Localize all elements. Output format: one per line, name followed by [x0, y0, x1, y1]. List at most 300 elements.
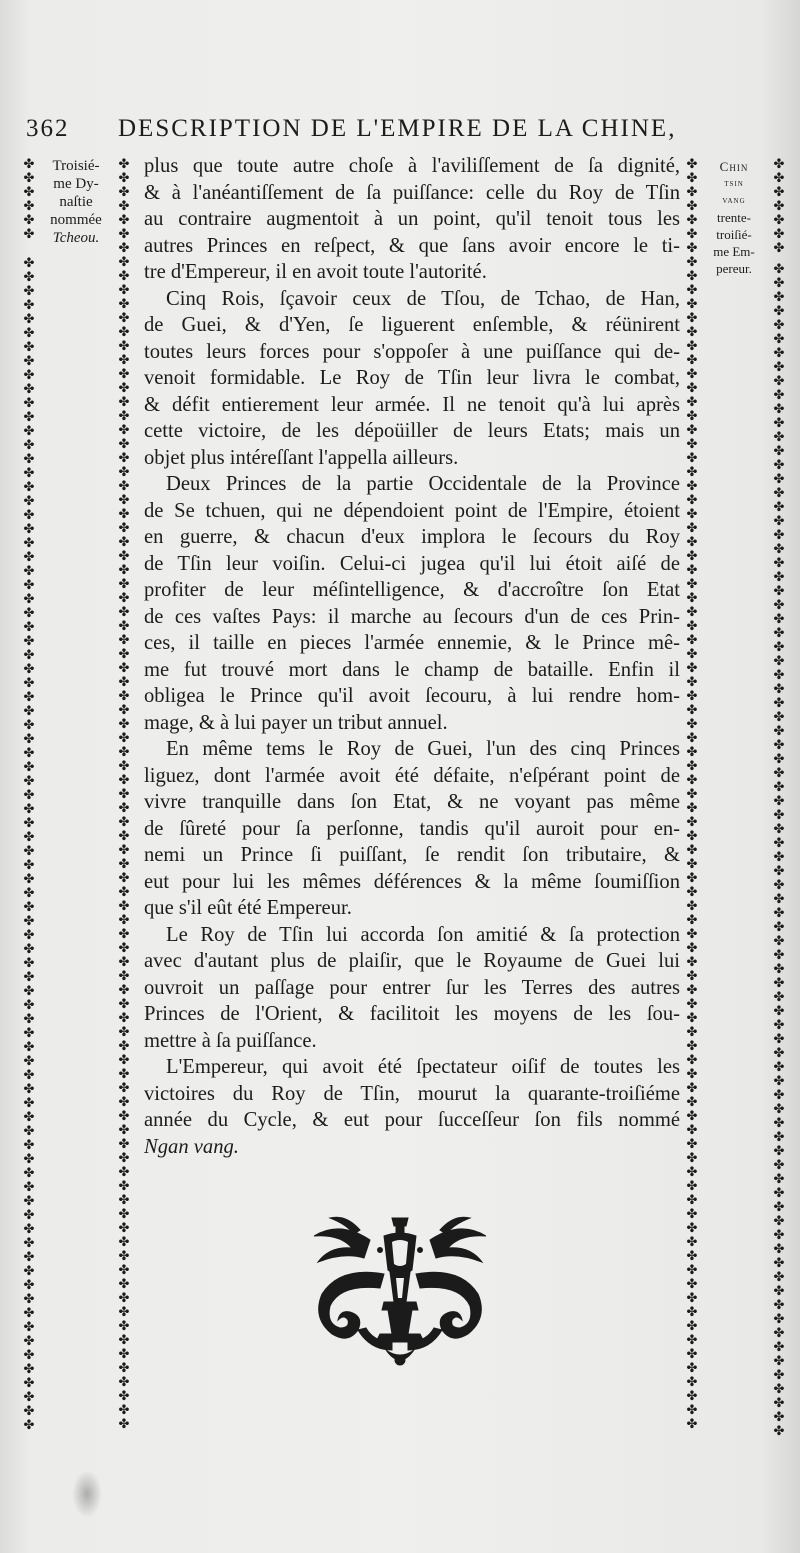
- text-line: venoit formidable. Le Roy de Tſin leur livra le combat,: [144, 367, 680, 389]
- fleuron-ornament: ✤: [686, 982, 698, 997]
- fleuron-ornament: ✤: [23, 633, 35, 648]
- fleuron-ornament: ✤: [773, 765, 785, 780]
- fleuron-ornament: ✤: [773, 240, 785, 255]
- fleuron-ornament: ✤: [686, 744, 698, 759]
- fleuron-ornament: ✤: [118, 926, 130, 941]
- fleuron-ornament: ✤: [773, 695, 785, 710]
- fleuron-ornament: ✤: [118, 1388, 130, 1403]
- fleuron-ornament: ✤: [686, 968, 698, 983]
- fleuron-ornament: ✤: [118, 366, 130, 381]
- fleuron-ornament: ✤: [23, 661, 35, 676]
- fleuron-ornament: ✤: [773, 905, 785, 920]
- margin-note-line: Troisié-: [52, 158, 100, 174]
- fleuron-ornament: ✤: [686, 352, 698, 367]
- fleuron-ornament: ✤: [686, 226, 698, 241]
- page-header: [26, 115, 796, 155]
- fleuron-ornament: ✤: [23, 451, 35, 466]
- fleuron-ornament: ✤: [686, 1122, 698, 1137]
- fleuron-ornament: ✤: [118, 702, 130, 717]
- fleuron-ornament: ✤: [773, 961, 785, 976]
- fleuron-ornament: ✤: [23, 1067, 35, 1082]
- fleuron-ornament: ✤: [773, 212, 785, 227]
- fleuron-ornament: ✤: [686, 632, 698, 647]
- fleuron-ornament: ✤: [118, 1052, 130, 1067]
- fleuron-ornament: ✤: [773, 1199, 785, 1214]
- fleuron-ornament: ✤: [773, 443, 785, 458]
- fleuron-ornament: ✤: [118, 590, 130, 605]
- fleuron-ornament: ✤: [118, 968, 130, 983]
- fleuron-ornament: ✤: [23, 283, 35, 298]
- fleuron-ornament: ✤: [23, 1403, 35, 1418]
- fleuron-ornament: ✤: [23, 773, 35, 788]
- fleuron-ornament: ✤: [23, 871, 35, 886]
- text-line: tre d'Empereur, il en avoit toute l'autorité.: [144, 261, 487, 283]
- fleuron-ornament: ✤: [23, 1039, 35, 1054]
- fleuron-ornament: ✤: [23, 1221, 35, 1236]
- fleuron-ornament: ✤: [118, 338, 130, 353]
- fleuron-ornament: ✤: [773, 1381, 785, 1396]
- text-line: autres Princes en reſpect, & que ſans avoir encore le ti-: [144, 234, 680, 257]
- fleuron-ornament: ✤: [23, 899, 35, 914]
- fleuron-ornament: ✤: [773, 198, 785, 213]
- fleuron-ornament: ✤: [773, 1143, 785, 1158]
- text-line: de Tſin leur voiſin. Celui-ci jugea qu'il lui étoit aiſé de: [144, 552, 680, 575]
- fleuron-ornament: ✤: [773, 821, 785, 836]
- fleuron-ornament: ✤: [773, 359, 785, 374]
- fleuron-ornament: ✤: [118, 548, 130, 563]
- fleuron-ornament: ✤: [686, 604, 698, 619]
- fleuron-ornament: ✤: [23, 1179, 35, 1194]
- text-line: de ces vaſtes Pays: il marche au ſecours d'un de ces Prin-: [144, 605, 680, 628]
- fleuron-ornament: ✤: [773, 1115, 785, 1130]
- fleuron-ornament: ✤: [773, 1241, 785, 1256]
- fleuron-ornament: ✤: [118, 1164, 130, 1179]
- fleuron-ornament: ✤: [773, 849, 785, 864]
- fleuron-border-left-top: [22, 157, 36, 253]
- fleuron-ornament: ✤: [686, 688, 698, 703]
- fleuron-ornament: ✤: [23, 717, 35, 732]
- fleuron-ornament: ✤: [686, 310, 698, 325]
- text-line: me fut trouvé mort dans le champ de bataille. Enfin il: [144, 658, 680, 681]
- fleuron-ornament: ✤: [118, 660, 130, 675]
- fleuron-ornament: ✤: [23, 1333, 35, 1348]
- fleuron-ornament: ✤: [773, 1325, 785, 1340]
- fleuron-ornament: ✤: [773, 1031, 785, 1046]
- fleuron-ornament: ✤: [773, 625, 785, 640]
- fleuron-ornament: ✤: [686, 212, 698, 227]
- fleuron-ornament: ✤: [118, 828, 130, 843]
- fleuron-ornament: ✤: [686, 1346, 698, 1361]
- fleuron-ornament: ✤: [118, 1346, 130, 1361]
- fleuron-ornament: ✤: [118, 1416, 130, 1431]
- fleuron-ornament: ✤: [686, 898, 698, 913]
- fleuron-ornament: ✤: [773, 863, 785, 878]
- margin-note-line: Tcheou.: [52, 230, 100, 246]
- fleuron-ornament: ✤: [118, 170, 130, 185]
- fleuron-ornament: ✤: [686, 1332, 698, 1347]
- fleuron-ornament: ✤: [686, 394, 698, 409]
- margin-note-line: naſtie: [59, 194, 93, 210]
- fleuron-ornament: ✤: [773, 1003, 785, 1018]
- fleuron-ornament: ✤: [686, 926, 698, 941]
- fleuron-ornament: ✤: [773, 1255, 785, 1270]
- fleuron-ornament: ✤: [773, 989, 785, 1004]
- fleuron-ornament: ✤: [118, 1276, 130, 1291]
- fleuron-ornament: ✤: [23, 1123, 35, 1138]
- fleuron-ornament: ✤: [773, 331, 785, 346]
- text-line: ouvroit un paſſage pour entrer ſur les Terres des autres: [144, 976, 680, 999]
- fleuron-ornament: ✤: [773, 583, 785, 598]
- fleuron-ornament: ✤: [773, 1311, 785, 1326]
- fleuron-ornament: ✤: [686, 1220, 698, 1235]
- fleuron-ornament: ✤: [23, 885, 35, 900]
- fleuron-ornament: ✤: [686, 842, 698, 857]
- fleuron-ornament: ✤: [686, 548, 698, 563]
- fleuron-ornament: ✤: [23, 256, 35, 270]
- fleuron-ornament: ✤: [686, 884, 698, 899]
- fleuron-ornament: ✤: [23, 1347, 35, 1362]
- fleuron-ornament: ✤: [686, 1108, 698, 1123]
- fleuron-ornament: ✤: [773, 597, 785, 612]
- margin-note-line: troiſié-: [716, 227, 752, 242]
- fleuron-ornament: ✤: [118, 1066, 130, 1081]
- text-line: Ngan vang.: [144, 1135, 239, 1158]
- fleuron-ornament: ✤: [686, 338, 698, 353]
- fleuron-ornament: ✤: [23, 1165, 35, 1180]
- fleuron-ornament: ✤: [773, 891, 785, 906]
- fleuron-ornament: ✤: [773, 373, 785, 388]
- fleuron-ornament: ✤: [773, 667, 785, 682]
- fleuron-ornament: ✤: [118, 772, 130, 787]
- fleuron-ornament: ✤: [118, 744, 130, 759]
- fleuron-ornament: ✤: [686, 157, 698, 171]
- fleuron-ornament: ✤: [686, 492, 698, 507]
- ink-smudge: [72, 1470, 102, 1518]
- fleuron-ornament: ✤: [686, 1402, 698, 1417]
- fleuron-ornament: ✤: [23, 1053, 35, 1068]
- text-line: objet plus intéreſſant l'appella ailleurs.: [144, 446, 459, 469]
- fleuron-ornament: ✤: [23, 184, 35, 199]
- text-line: & à l'anéantiſſement de ſa puiſſance: celle du Roy de Tſin: [144, 181, 680, 204]
- fleuron-ornament: ✤: [23, 1109, 35, 1124]
- fleuron-ornament: ✤: [23, 1417, 35, 1432]
- fleuron-ornament: ✤: [773, 751, 785, 766]
- fleuron-ornament: ✤: [118, 716, 130, 731]
- fleuron-ornament: ✤: [23, 395, 35, 410]
- fleuron-ornament: ✤: [118, 464, 130, 479]
- fleuron-ornament: ✤: [686, 506, 698, 521]
- fleuron-ornament: ✤: [23, 1137, 35, 1152]
- fleuron-ornament: ✤: [773, 262, 785, 276]
- fleuron-ornament: ✤: [773, 1073, 785, 1088]
- fleuron-ornament: ✤: [118, 758, 130, 773]
- fleuron-ornament: ✤: [773, 933, 785, 948]
- fleuron-ornament: ✤: [118, 576, 130, 591]
- text-line: toutes leurs forces pour s'oppoſer à une puiſſance qui de-: [144, 340, 680, 363]
- fleuron-ornament: ✤: [773, 779, 785, 794]
- fleuron-ornament: ✤: [773, 289, 785, 304]
- fleuron-ornament: ✤: [773, 653, 785, 668]
- fleuron-ornament: ✤: [686, 870, 698, 885]
- fleuron-ornament: ✤: [118, 184, 130, 199]
- text-line: victoires du Roy de Tſin, mourut la quarante-troiſiéme: [144, 1082, 680, 1105]
- fleuron-ornament: ✤: [118, 1038, 130, 1053]
- text-line: En même tems le Roy de Guei, l'un des cinq Princes: [166, 738, 680, 760]
- fleuron-ornament: ✤: [118, 1318, 130, 1333]
- fleuron-ornament: ✤: [118, 157, 130, 171]
- margin-note-line: Chin: [719, 159, 749, 174]
- fleuron-ornament: ✤: [686, 618, 698, 633]
- fleuron-ornament: ✤: [773, 975, 785, 990]
- fleuron-ornament: ✤: [118, 534, 130, 549]
- fleuron-ornament: ✤: [23, 563, 35, 578]
- fleuron-ornament: ✤: [23, 675, 35, 690]
- fleuron-ornament: ✤: [23, 157, 35, 171]
- fleuron-ornament: ✤: [118, 996, 130, 1011]
- fleuron-ornament: ✤: [773, 1297, 785, 1312]
- margin-note-dynasty: [36, 157, 116, 247]
- running-title: DESCRIPTION DE L'EMPIRE DE LA CHINE,: [118, 115, 677, 142]
- fleuron-ornament: ✤: [686, 1388, 698, 1403]
- fleuron-ornament: ✤: [23, 591, 35, 606]
- fleuron-ornament: ✤: [23, 801, 35, 816]
- fleuron-ornament: ✤: [23, 577, 35, 592]
- fleuron-ornament: ✤: [686, 828, 698, 843]
- fleuron-ornament: ✤: [773, 1283, 785, 1298]
- fleuron-ornament: ✤: [23, 829, 35, 844]
- text-line: & défit entierement leur armée. Il ne tenoit qu'à lui après: [144, 393, 680, 416]
- fleuron-ornament: ✤: [23, 703, 35, 718]
- fleuron-ornament: ✤: [773, 1101, 785, 1116]
- fleuron-ornament: ✤: [773, 541, 785, 556]
- text-line: année du Cycle, & eut pour ſucceſſeur ſon fils nommé: [144, 1109, 680, 1131]
- fleuron-ornament: ✤: [118, 1402, 130, 1417]
- fleuron-ornament: ✤: [118, 688, 130, 703]
- fleuron-ornament: ✤: [118, 296, 130, 311]
- text-line: de Guei, & d'Yen, ſe liguerent enſemble, & réünirent: [144, 314, 680, 336]
- fleuron-ornament: ✤: [773, 1353, 785, 1368]
- fleuron-ornament: ✤: [686, 590, 698, 605]
- fleuron-ornament: ✤: [23, 1207, 35, 1222]
- fleuron-ornament: ✤: [773, 170, 785, 185]
- fleuron-ornament: ✤: [23, 367, 35, 382]
- fleuron-ornament: ✤: [686, 1318, 698, 1333]
- fleuron-ornament: ✤: [773, 303, 785, 318]
- fleuron-ornament: ✤: [23, 1249, 35, 1264]
- fleuron-ornament: ✤: [686, 464, 698, 479]
- text-line: Princes de l'Orient, & facilitoit les moyens de les ſou-: [144, 1003, 680, 1025]
- fleuron-ornament: ✤: [686, 1374, 698, 1389]
- fleuron-ornament: ✤: [773, 947, 785, 962]
- text-line: liguez, dont l'armée avoit été défaite, n'eſpérant point de: [144, 764, 680, 787]
- fleuron-ornament: ✤: [23, 1277, 35, 1292]
- fleuron-ornament: ✤: [118, 730, 130, 745]
- fleuron-ornament: ✤: [773, 184, 785, 199]
- fleuron-ornament: ✤: [686, 184, 698, 199]
- text-line: cette victoire, de les dépoüiller de leurs Etats; mais un: [144, 420, 680, 442]
- fleuron-ornament: ✤: [23, 787, 35, 802]
- fleuron-ornament: ✤: [118, 1024, 130, 1039]
- fleuron-ornament: ✤: [23, 226, 35, 241]
- text-line: avec d'autant plus de plaiſir, que le Royaume de Guei lui: [144, 950, 680, 972]
- fleuron-ornament: ✤: [686, 282, 698, 297]
- fleuron-ornament: ✤: [118, 478, 130, 493]
- fleuron-ornament: ✤: [23, 1305, 35, 1320]
- fleuron-ornament: ✤: [118, 1178, 130, 1193]
- fleuron-ornament: ✤: [118, 506, 130, 521]
- fleuron-ornament: ✤: [686, 450, 698, 465]
- page-number: 362: [26, 115, 70, 142]
- fleuron-ornament: ✤: [773, 555, 785, 570]
- fleuron-ornament: ✤: [23, 619, 35, 634]
- fleuron-ornament: ✤: [773, 1269, 785, 1284]
- fleuron-ornament: ✤: [118, 1192, 130, 1207]
- fleuron-border-right-top: [772, 157, 786, 257]
- margin-note-line: me Dy-: [53, 176, 99, 192]
- margin-note-line: tsin: [724, 178, 744, 189]
- fleuron-ornament: ✤: [118, 1122, 130, 1137]
- fleuron-ornament: ✤: [686, 1206, 698, 1221]
- fleuron-ornament: ✤: [686, 1066, 698, 1081]
- fleuron-ornament: ✤: [773, 415, 785, 430]
- fleuron-ornament: ✤: [773, 1087, 785, 1102]
- fleuron-ornament: ✤: [686, 1164, 698, 1179]
- fleuron-ornament: ✤: [23, 689, 35, 704]
- fleuron-ornament: ✤: [773, 639, 785, 654]
- fleuron-ornament: ✤: [773, 1157, 785, 1172]
- fleuron-ornament: ✤: [773, 919, 785, 934]
- fleuron-ornament: ✤: [686, 1192, 698, 1207]
- fleuron-ornament: ✤: [23, 269, 35, 284]
- fleuron-ornament: ✤: [118, 520, 130, 535]
- text-line: que s'il eût été Empereur.: [144, 897, 352, 919]
- fleuron-ornament: ✤: [23, 1235, 35, 1250]
- fleuron-ornament: ✤: [118, 1206, 130, 1221]
- fleuron-ornament: ✤: [23, 1011, 35, 1026]
- fleuron-ornament: ✤: [686, 1038, 698, 1053]
- fleuron-ornament: ✤: [686, 730, 698, 745]
- fleuron-ornament: ✤: [773, 1059, 785, 1074]
- fleuron-ornament: ✤: [118, 674, 130, 689]
- fleuron-ornament: ✤: [686, 912, 698, 927]
- text-line: eut pour lui les mêmes déférences & la même ſoumiſſion: [144, 870, 680, 893]
- fleuron-ornament: ✤: [118, 618, 130, 633]
- fleuron-ornament: ✤: [23, 170, 35, 185]
- fleuron-ornament: ✤: [23, 198, 35, 213]
- fleuron-ornament: ✤: [773, 1017, 785, 1032]
- fleuron-ornament: ✤: [23, 927, 35, 942]
- fleuron-ornament: ✤: [23, 1263, 35, 1278]
- fleuron-ornament: ✤: [686, 786, 698, 801]
- fleuron-ornament: ✤: [686, 520, 698, 535]
- fleuron-ornament: ✤: [118, 898, 130, 913]
- fleuron-ornament: ✤: [773, 1045, 785, 1060]
- fleuron-ornament: ✤: [686, 1094, 698, 1109]
- fleuron-ornament: ✤: [773, 1395, 785, 1410]
- main-text: [144, 153, 680, 1160]
- fleuron-ornament: ✤: [773, 681, 785, 696]
- fleuron-ornament: ✤: [118, 1360, 130, 1375]
- fleuron-ornament: ✤: [118, 226, 130, 241]
- fleuron-ornament: ✤: [686, 1080, 698, 1095]
- fleuron-ornament: ✤: [686, 436, 698, 451]
- fleuron-ornament: ✤: [773, 457, 785, 472]
- fleuron-ornament: ✤: [23, 297, 35, 312]
- fleuron-ornament: ✤: [118, 1136, 130, 1151]
- fleuron-ornament: ✤: [773, 737, 785, 752]
- fleuron-ornament: ✤: [773, 1367, 785, 1382]
- fleuron-ornament: ✤: [773, 226, 785, 241]
- fleuron-ornament: ✤: [686, 1360, 698, 1375]
- fleuron-ornament: ✤: [686, 702, 698, 717]
- fleuron-ornament: ✤: [118, 352, 130, 367]
- fleuron-ornament: ✤: [773, 1409, 785, 1424]
- fleuron-ornament: ✤: [686, 1276, 698, 1291]
- fleuron-ornament: ✤: [773, 275, 785, 290]
- text-line: L'Empereur, qui avoit été ſpectateur oiſif de toutes les: [166, 1056, 680, 1078]
- fleuron-ornament: ✤: [23, 857, 35, 872]
- fleuron-ornament: ✤: [23, 423, 35, 438]
- fleuron-ornament: ✤: [23, 1025, 35, 1040]
- fleuron-ornament: ✤: [118, 632, 130, 647]
- fleuron-ornament: ✤: [118, 436, 130, 451]
- text-line: Cinq Rois, ſçavoir ceux de Tſou, de Tchao, de Han,: [166, 287, 680, 310]
- fleuron-ornament: ✤: [773, 513, 785, 528]
- fleuron-ornament: ✤: [118, 1374, 130, 1389]
- fleuron-ornament: ✤: [23, 1151, 35, 1166]
- fleuron-ornament: ✤: [686, 240, 698, 255]
- fleuron-ornament: ✤: [773, 877, 785, 892]
- fleuron-ornament: ✤: [686, 478, 698, 493]
- fleuron-ornament: ✤: [23, 1193, 35, 1208]
- fleuron-ornament: ✤: [23, 1095, 35, 1110]
- fleuron-ornament: ✤: [773, 1213, 785, 1228]
- fleuron-ornament: ✤: [23, 549, 35, 564]
- fleuron-ornament: ✤: [118, 282, 130, 297]
- fleuron-ornament: ✤: [23, 843, 35, 858]
- fleuron-ornament: ✤: [686, 856, 698, 871]
- text-line: en guerre, & chacun d'eux implora le ſecours du Roy: [144, 526, 680, 548]
- text-line: de ſûreté pour ſa perſonne, tandis qu'il auroit pour en-: [144, 817, 680, 840]
- fleuron-ornament: ✤: [23, 1361, 35, 1376]
- fleuron-ornament: ✤: [686, 422, 698, 437]
- fleuron-ornament: ✤: [23, 955, 35, 970]
- fleuron-ornament: ✤: [773, 499, 785, 514]
- fleuron-ornament: ✤: [686, 1136, 698, 1151]
- fleuron-ornament: ✤: [23, 493, 35, 508]
- fleuron-ornament: ✤: [118, 912, 130, 927]
- fleuron-ornament: ✤: [23, 325, 35, 340]
- fleuron-ornament: ✤: [118, 240, 130, 255]
- fleuron-ornament: ✤: [686, 716, 698, 731]
- fleuron-ornament: ✤: [118, 1010, 130, 1025]
- fleuron-ornament: ✤: [118, 1220, 130, 1235]
- fleuron-ornament: ✤: [686, 1010, 698, 1025]
- fleuron-border-right-inner: [685, 157, 699, 1440]
- fleuron-ornament: ✤: [773, 401, 785, 416]
- fleuron-ornament: ✤: [773, 1171, 785, 1186]
- fleuron-ornament: ✤: [773, 807, 785, 822]
- fleuron-ornament: ✤: [686, 1416, 698, 1431]
- fleuron-border-left-outer: [22, 256, 36, 1442]
- fleuron-ornament: ✤: [23, 353, 35, 368]
- fleuron-ornament: ✤: [773, 345, 785, 360]
- fleuron-ornament: ✤: [23, 1375, 35, 1390]
- fleuron-ornament: ✤: [118, 604, 130, 619]
- fleuron-ornament: ✤: [686, 198, 698, 213]
- fleuron-ornament: ✤: [686, 1150, 698, 1165]
- fleuron-ornament: ✤: [118, 254, 130, 269]
